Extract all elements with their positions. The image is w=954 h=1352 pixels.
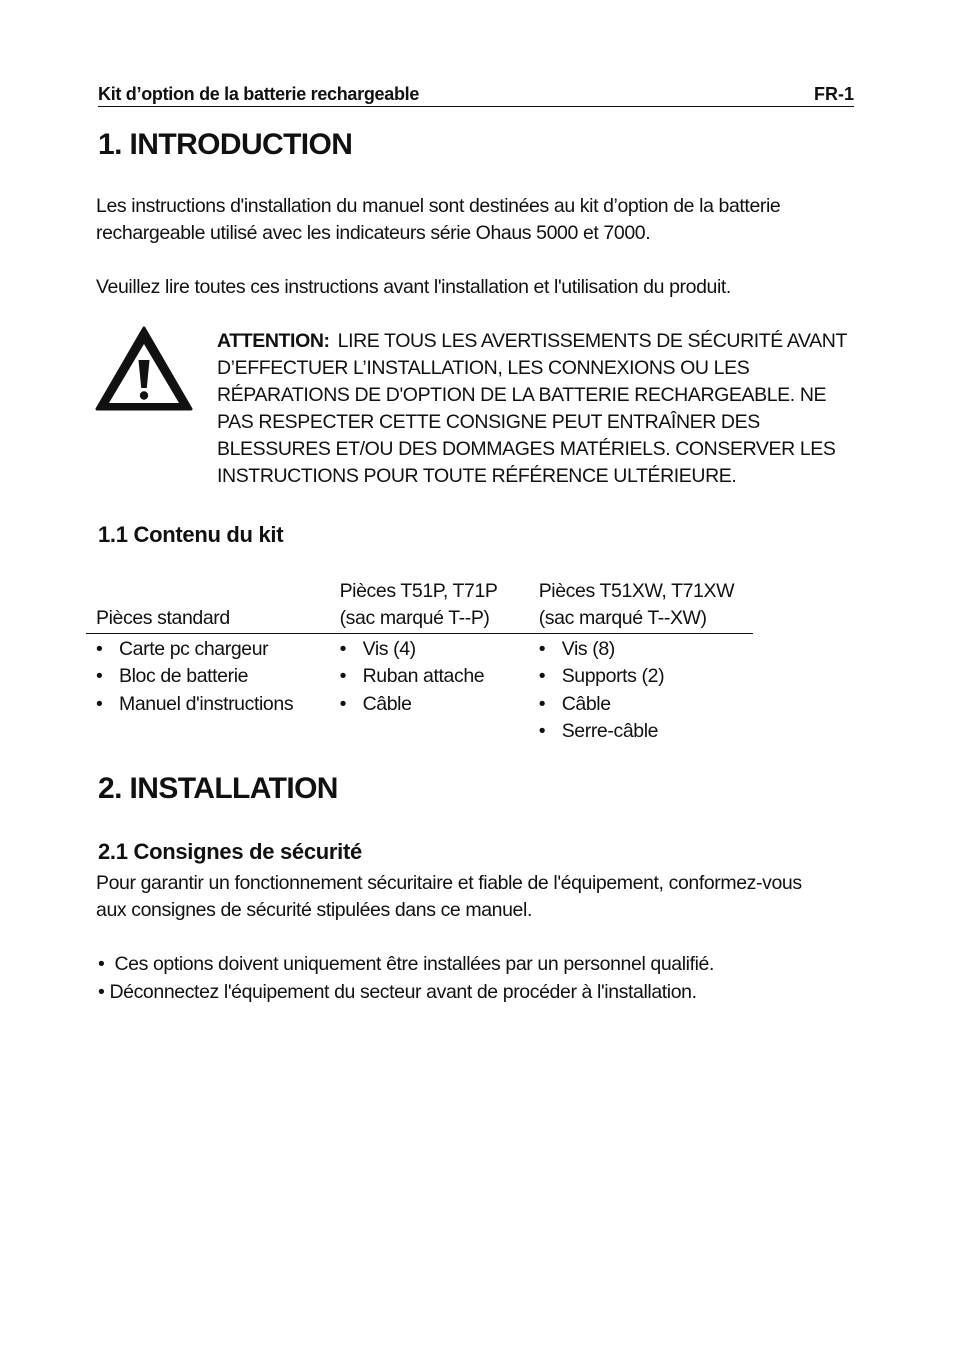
t51xw-parts-list bbox=[539, 636, 753, 745]
list-item: • Ruban attache bbox=[339, 665, 485, 688]
list-item-text: Manuel d'instructions bbox=[119, 692, 294, 715]
list-item-text: Déconnectez l'équipement du secteur avant de procéder à l'installation. bbox=[109, 980, 697, 1003]
safety-paragraph: Pour garantir un fonctionnement sécuritaire et fiable de l'équipement, conformez-vous aux consignes de sécurité stipulées dans ce manuel. bbox=[96, 872, 802, 921]
t51p-parts-list bbox=[340, 636, 529, 718]
warning-text: LIRE TOUS LES AVERTISSEMENTS DE SÉCURITÉ AVANT D’EFFECTUER L’INSTALLATION, LES CONNEXIONS OU LES RÉPARATIONS DE D'OPTION DE LA BATTERIE RECHARGEABLE. NE PAS RESPECTER CETTE CONSIGNE PEUT ENTRAÎNER DES BLESSURES ET/OU DES DOMMAGES MATÉRIELS. CONSERVER LES INSTRUCTIONS POUR TOUTE RÉFÉRENCE ULTÉRIEURE. bbox=[217, 330, 847, 487]
list-item-text: Vis (4) bbox=[362, 638, 416, 660]
subsection-title-kit-contents: 1.1 Contenu du kit bbox=[98, 522, 284, 547]
table-cell-t51p bbox=[330, 634, 529, 746]
list-item: • Manuel d'instructions bbox=[96, 692, 294, 715]
column-header-line: Pièces standard bbox=[96, 607, 230, 629]
list-item: • Câble bbox=[538, 692, 611, 715]
list-item: • Déconnectez l'équipement du secteur avant de procéder à l'installation. bbox=[98, 980, 697, 1003]
list-item: • Supports (2) bbox=[538, 665, 665, 688]
list-item-text: Supports (2) bbox=[561, 665, 665, 688]
column-header-line bbox=[96, 578, 330, 605]
list-item: • Ces options doivent uniquement être installées par un personnel qualifié. bbox=[98, 953, 715, 975]
column-header-t51p bbox=[330, 578, 529, 634]
list-item-text: Carte pc chargeur bbox=[119, 638, 269, 660]
page-header bbox=[98, 84, 854, 107]
list-item-text: Câble bbox=[561, 692, 611, 715]
list-item: • Câble bbox=[339, 692, 412, 715]
list-item-text: Vis (8) bbox=[561, 638, 615, 660]
table-header-row bbox=[86, 578, 753, 634]
column-header-line: Pièces T51P, T71P bbox=[339, 580, 498, 602]
read-instructions-paragraph: Veuillez lire toutes ces instructions avant l'installation et l'utilisation du produit. bbox=[96, 276, 731, 298]
section-title-installation: 2. INSTALLATION bbox=[98, 772, 338, 805]
safety-bullets bbox=[98, 951, 714, 1006]
list-item-text: Ruban attache bbox=[362, 665, 485, 688]
table-row bbox=[86, 634, 753, 746]
warning-label: ATTENTION: bbox=[217, 330, 330, 352]
list-item-text: Ces options doivent uniquement être installées par un personnel qualifié. bbox=[114, 953, 715, 975]
list-item: • Vis (4) bbox=[339, 638, 416, 660]
page-number: FR-1 bbox=[814, 84, 854, 104]
list-item-text: Serre-câble bbox=[561, 719, 659, 742]
list-item: • Vis (8) bbox=[538, 638, 615, 660]
standard-parts-list bbox=[96, 636, 330, 718]
kit-contents-table bbox=[86, 578, 753, 745]
list-item: • Bloc de batterie bbox=[96, 665, 249, 688]
column-header-line: (sac marqué T--P) bbox=[339, 607, 490, 629]
warning-notice bbox=[217, 328, 857, 490]
column-header-t51xw bbox=[529, 578, 753, 634]
subsection-title-safety: 2.1 Consignes de sécurité bbox=[98, 839, 362, 864]
column-header-standard bbox=[86, 578, 330, 634]
header-title: Kit d’option de la batterie rechargeable bbox=[98, 84, 420, 104]
list-item-text: Câble bbox=[362, 692, 412, 715]
column-header-line: Pièces T51XW, T71XW bbox=[538, 580, 735, 602]
section-title-introduction: 1. INTRODUCTION bbox=[98, 128, 353, 161]
table-cell-standard bbox=[86, 634, 330, 746]
list-item-text: Bloc de batterie bbox=[119, 665, 249, 688]
table-cell-t51xw bbox=[529, 634, 753, 746]
warning-triangle-icon bbox=[95, 326, 193, 412]
intro-paragraph: Les instructions d'installation du manuel sont destinées au kit d’option de la batterie rechargeable utilisé avec les indicateurs série Ohaus 5000 et 7000. bbox=[96, 195, 781, 244]
list-item: • Serre-câble bbox=[538, 719, 659, 742]
list-item: • Carte pc chargeur bbox=[96, 638, 269, 660]
column-header-line: (sac marqué T--XW) bbox=[538, 607, 707, 629]
